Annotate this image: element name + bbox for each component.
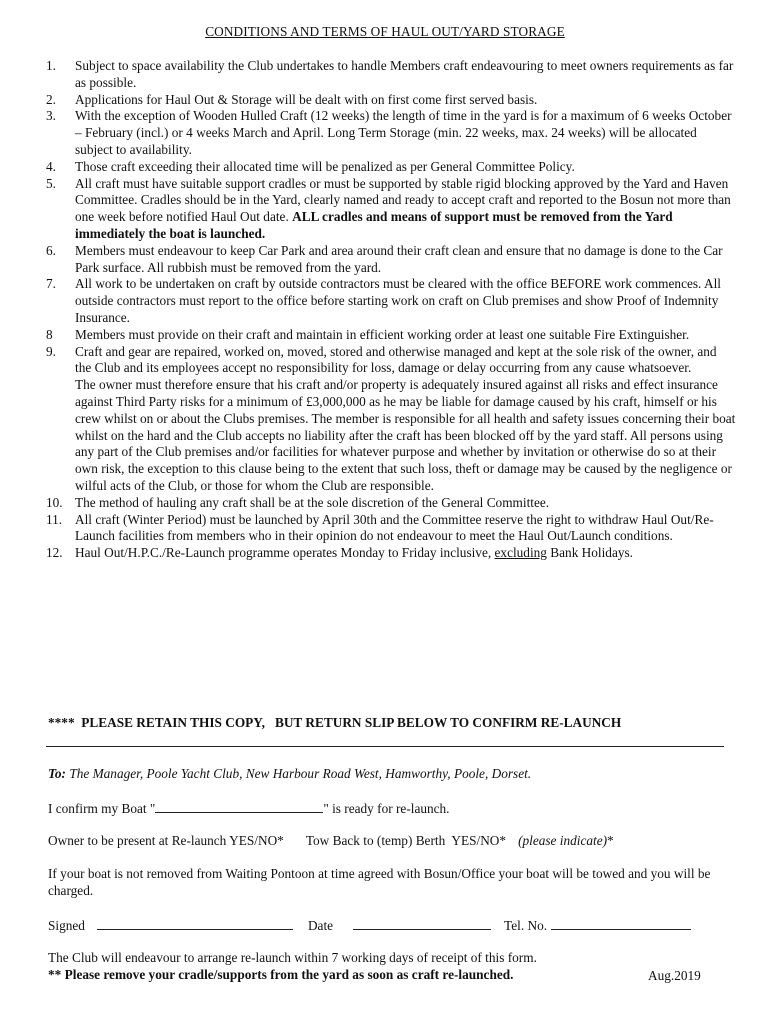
signature-line [48,916,691,934]
date-label: Date [307,918,334,933]
term-number: 10. [46,494,63,510]
tow-back-option[interactable]: Tow Back to (temp) Berth YES/NO* [305,833,507,848]
term-text: All craft (Winter Period) must be launched by April 30th and the Committee reserve the right to withdraw Haul Out/Re-Launch facilities from members who in their opinion do not endeavour to meet the Haul Out/Launch conditions. [75,511,714,544]
term-5 [46,176,736,243]
please-indicate-text: (please indicate) [518,833,608,848]
tel-field[interactable] [551,916,691,930]
term-text: Subject to space availability the Club undertakes to handle Members craft endeavouring to meet owners requirements as far as possible. [75,58,734,90]
signed-label: Signed [48,918,85,933]
term-number: 11. [46,511,63,527]
term-number: 2. [46,91,56,107]
section-divider [46,746,724,747]
term-7 [46,276,736,326]
relaunch-note: The Club will endeavour to arrange re-launch within 7 working days of receipt of this form. [48,950,537,965]
term-number: 4. [46,158,56,174]
term-text: The method of hauling any craft shall be at the sole discretion of the General Committee. [75,494,550,510]
waiting-pontoon-notice: If your boat is not removed from Waiting Pontoon at time agreed with Bosun/Office your boat will be towed and you will be charged. [48,866,711,898]
term-number: 3. [46,108,56,124]
term-text: Members must endeavour to keep Car Park and area around their craft clean and ensure that no damage is done to the Car Park surface. All rubbish must be removed from the yard. [75,242,723,275]
term-3 [46,108,736,158]
confirm-suffix: " is ready for re-launch. [323,801,450,816]
term-number: 12. [46,545,63,561]
term-text: All work to be undertaken on craft by outside contractors must be cleared with the office BEFORE work commences. All outside contractors must report to the office before starting work on craft on Club premises and show Proof of Indemnity Insurance. [75,276,721,325]
date-field[interactable] [353,916,491,930]
retain-notice: **** PLEASE RETAIN THIS COPY, BUT RETURN SLIP BELOW TO CONFIRM RE-LAUNCH [48,715,622,730]
asterisk-mark: * [607,833,614,848]
term-10 [46,495,736,512]
term-4 [46,159,736,176]
term-9 [46,344,736,495]
term-2 [46,92,736,109]
boat-name-field[interactable] [155,799,323,813]
term-after-text: Bank Holidays. [546,545,634,561]
owner-present-line [48,833,614,849]
remove-cradle-note: ** Please remove your cradle/supports from the yard as soon as craft re-launched. [48,967,514,982]
terms-list [46,58,736,562]
term-number: 6. [46,242,56,258]
signature-field[interactable] [97,916,293,930]
term-text: Applications for Haul Out & Storage will be dealt with on first come first served basis. [75,91,538,107]
term-11 [46,512,736,546]
tel-label: Tel. No. [504,918,548,933]
document-date: Aug.2019 [648,968,701,983]
term-number: 8 [46,326,53,342]
term-extra-text: The owner must therefore ensure that his craft and/or property is adequately insured against all risks and effect insurance against Third Party risks for a minimum of £3,000,000 as he may be liable for damage caused by his craft, himself or his crew whilst on or about the Clubs premises. The member is responsible for all health and safety issues concerning their boat whilst on the hard and the Club accepts no liability after the craft has been blocked off by the yard staff. All persons using any part of the Club premises and/or facilities for whatever purpose and whether by invitation or otherwise do so at their own risk, the exception to this clause being to the extent that such loss, theft or damage may be caused by the negligence or wilful acts of the Club, or those for whom the Club are responsible. [75,377,736,493]
term-number: 7. [46,276,56,292]
confirm-prefix: I confirm my Boat " [48,801,156,816]
owner-present-option[interactable]: Owner to be present at Re-launch YES/NO* [48,833,284,848]
term-text: With the exception of Wooden Hulled Craft (12 weeks) the length of time in the yard is for a maximum of 6 weeks October – February (incl.) or 4 weeks March and April. Long Term Storage (min. 22 weeks, max. 24 weeks) will be allocated subject to availability. [75,108,732,157]
term-text: Members must provide on their craft and maintain in efficient working order at least one suitable Fire Extinguisher. [75,326,690,342]
term-text: Craft and gear are repaired, worked on, moved, stored and otherwise managed and kept at the sole risk of the owner, and the Club and its employees accept no responsibility for loss, damage or delay occurring from any cause whatsoever. [75,343,717,376]
term-6 [46,243,736,277]
term-text: Haul Out/H.P.C./Re-Launch programme operates Monday to Friday inclusive, [75,545,495,561]
term-underlined-text: excluding [494,545,547,561]
term-12 [46,545,736,562]
term-bold-text: ALL cradles and means of support must be removed from the Yard immediately the boat is launched. [75,209,673,241]
addressee-text: The Manager, Poole Yacht Club, New Harbour Road West, Hamworthy, Poole, Dorset. [69,766,532,781]
term-number: 1. [46,58,56,73]
term-number: 9. [46,343,56,359]
confirm-boat-line [48,799,450,817]
to-label: To: [48,766,66,781]
term-text: All craft must have suitable support cradles or must be supported by stable rigid blocking approved by the Yard and Haven Committee. Cradles should be in the Yard, clearly named and ready to accept craft and reported to the Bosun not more than one week before notified Haul Out date. [75,175,731,225]
page-title: CONDITIONS AND TERMS OF HAUL OUT/YARD STORAGE [205,24,565,39]
term-8 [46,327,736,344]
term-text: Those craft exceeding their allocated time will be penalized as per General Committee Policy. [75,158,575,174]
term-number: 5. [46,175,56,191]
term-1 [46,58,736,92]
addressee-line [48,766,531,782]
